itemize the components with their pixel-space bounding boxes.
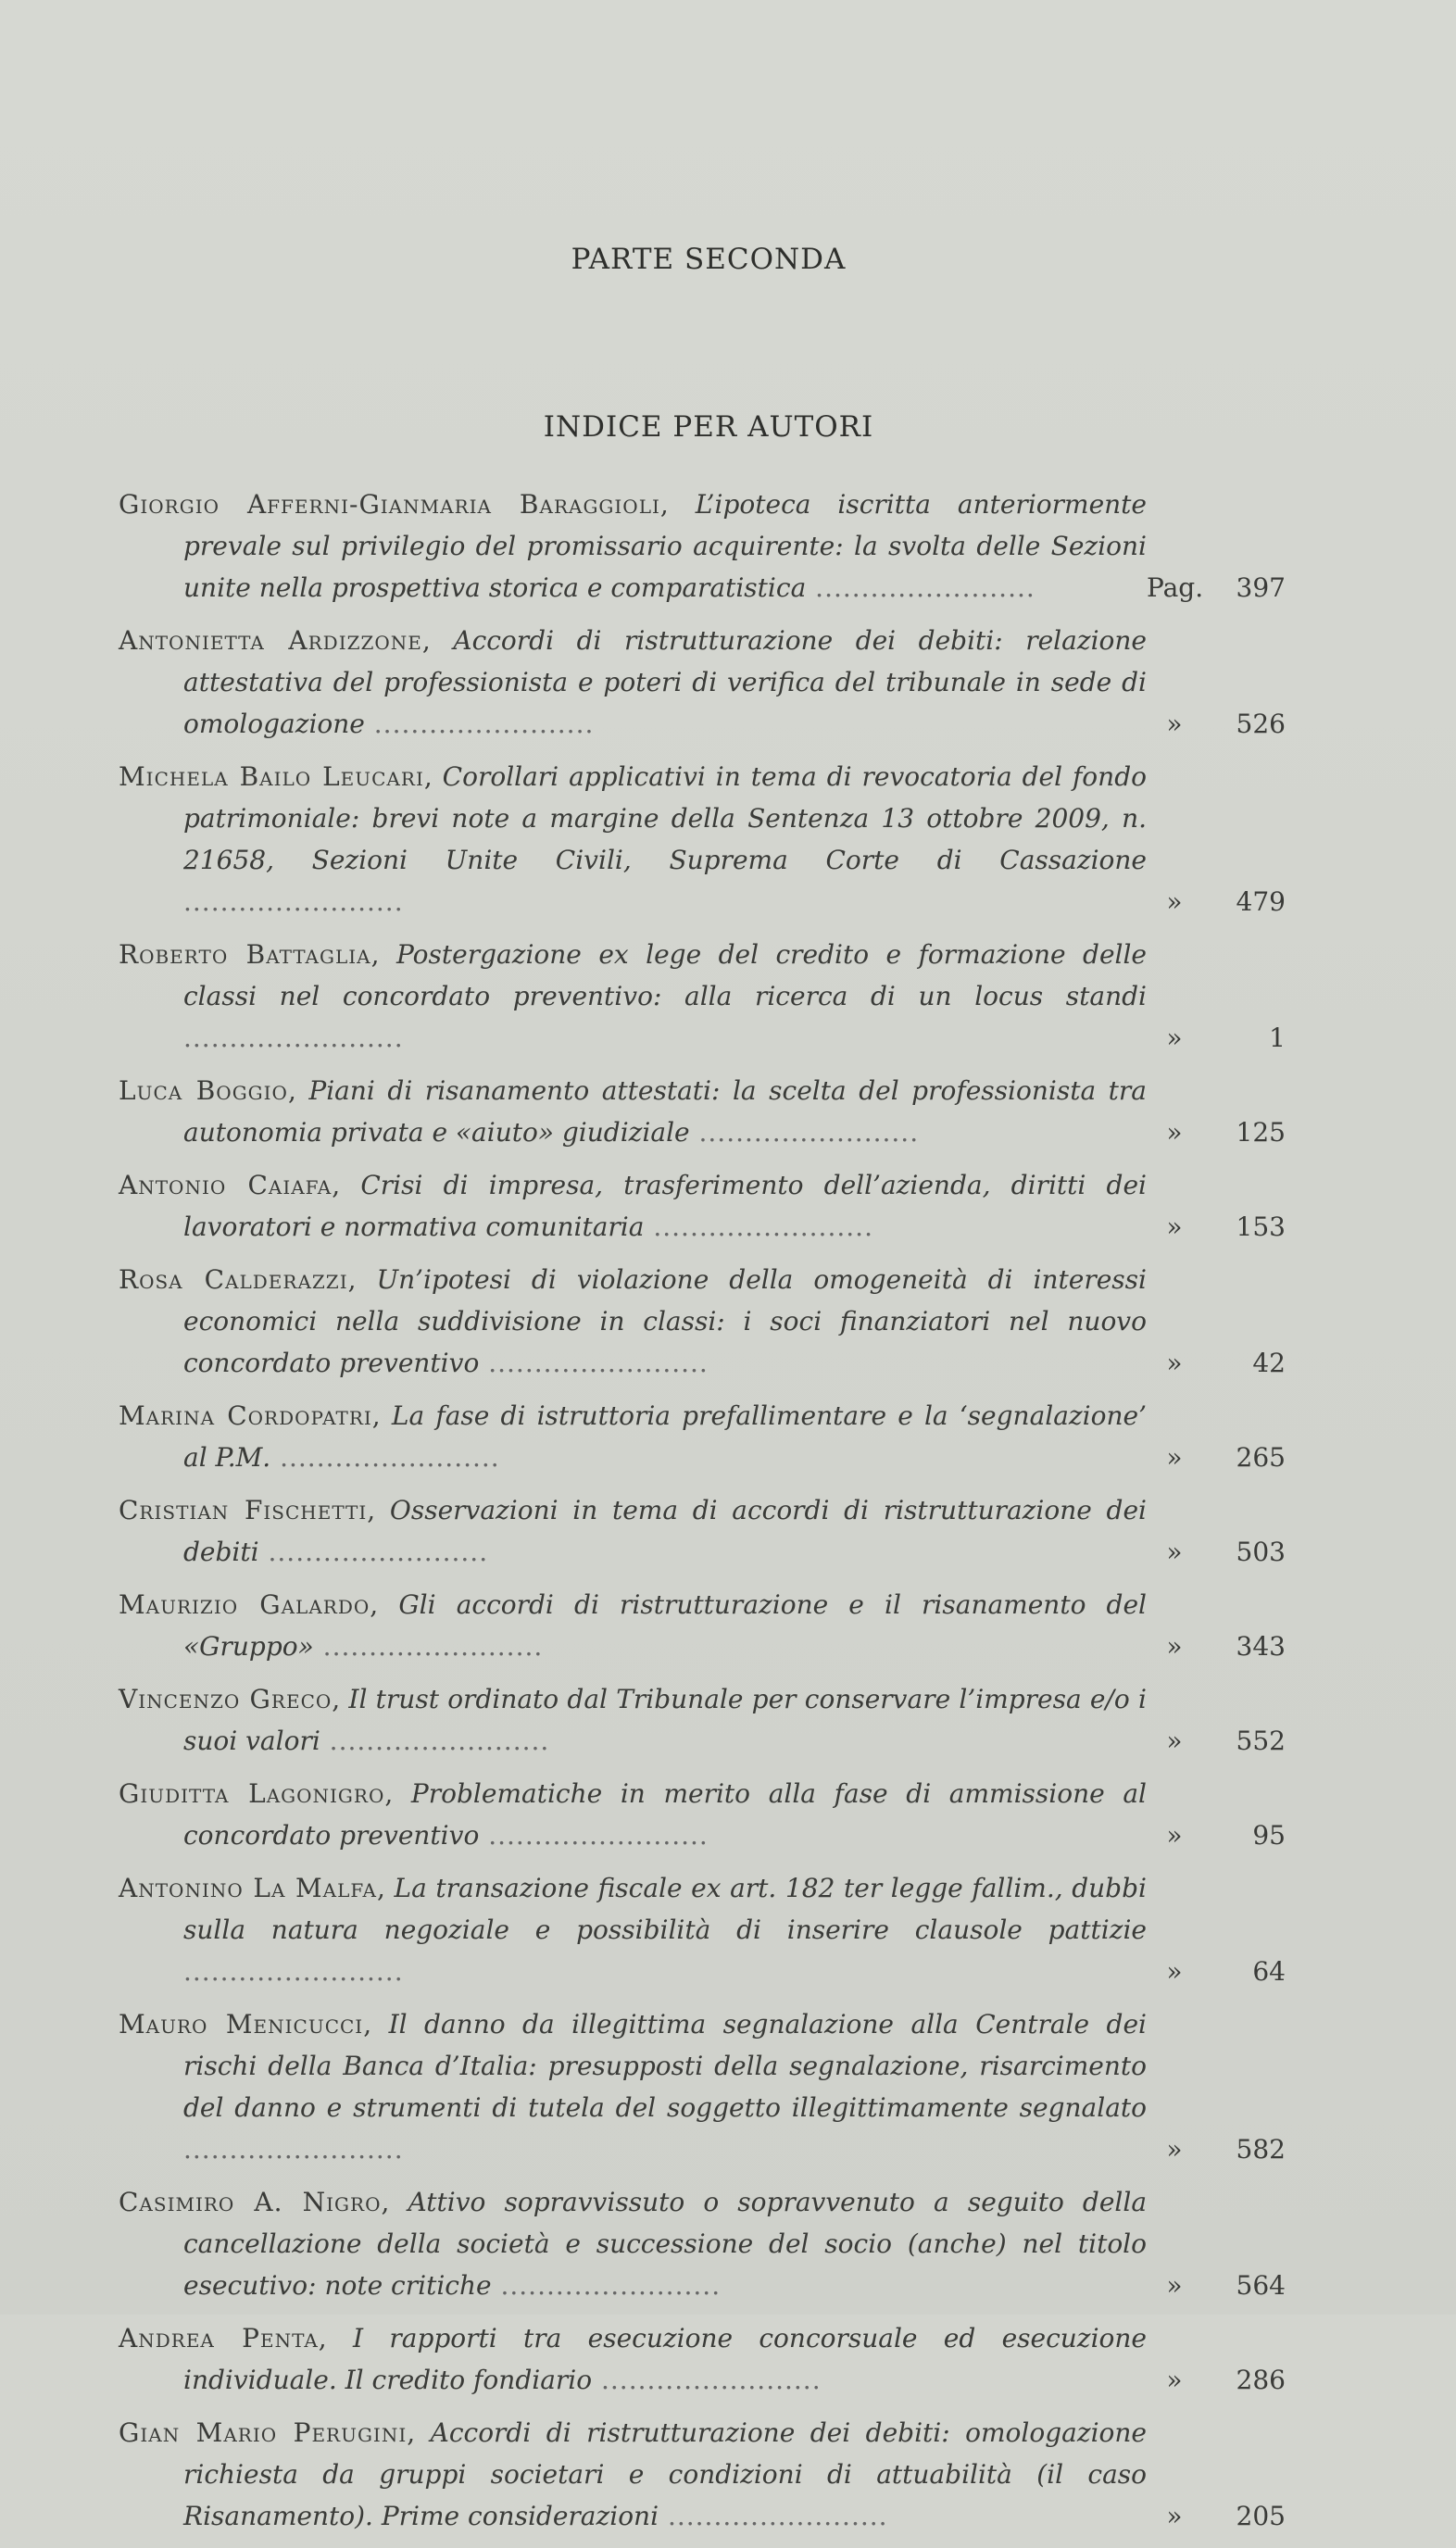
entry-marker: » — [1166, 1348, 1183, 1378]
dot-leader: ........................ — [644, 1211, 873, 1242]
index-entry — [119, 756, 1286, 923]
entry-text: Roberto Battaglia, Postergazione ex lege del credito e formazione delle classi nel concordato preventivo: alla ricerca di un locus standi ........................ — [119, 939, 1148, 1053]
entry-page-number: 205 — [1236, 2501, 1286, 2531]
entry-text: Mauro Menicucci, Il danno da illegittima segnalazione alla Centrale dei rischi della Banca d’Italia: presupposti della segnalazione, risarcimento del danno e strumenti di tutela del soggetto illegittimamente segnalato ........................ — [119, 2009, 1147, 2165]
dot-leader: ........................ — [479, 1348, 709, 1378]
entry-title: Problematiche in merito alla fase di ammissione al concordato preventivo — [183, 1778, 1148, 1851]
entry-title: Crisi di impresa, trasferimento dell’azienda, diritti dei lavoratori e normativa comunitaria — [183, 1170, 1147, 1242]
entry-page-number: 64 — [1252, 1956, 1286, 1987]
entry-text: Antonio Caiafa, Crisi di impresa, trasferimento dell’azienda, diritti dei lavoratori e normativa comunitaria ........................ — [119, 1170, 1147, 1242]
entry-author: Giuditta Lagonigro — [119, 1778, 385, 1809]
entry-title: Accordi di ristrutturazione dei debiti: relazione attestativa del professionista e poteri di verifica del tribunale in sede di omologazione — [183, 625, 1147, 739]
dot-leader: ........................ — [258, 1537, 489, 1567]
entry-author: Vincenzo Greco — [119, 1684, 333, 1714]
entry-text: Maurizio Galardo, Gli accordi di ristrutturazione e il risanamento del «Gruppo» ........................ — [119, 1589, 1148, 1662]
part-title: PARTE SECONDA — [571, 243, 847, 276]
entry-title: L’ipoteca iscritta anteriormente prevale sul privilegio del promissario acquirente: la svolta delle Sezioni unite nella prospettiva storica e comparatistica — [183, 489, 1147, 603]
index-entry — [119, 1395, 1286, 1478]
entry-page-number: 343 — [1236, 1631, 1286, 1662]
entry-marker: » — [1166, 1211, 1183, 1242]
entry-page-number: 526 — [1236, 709, 1286, 739]
entry-title: Attivo sopravvissuto o sopravvenuto a seguito della cancellazione della società e successione del socio (anche) nel titolo esecutivo: note critiche — [183, 2187, 1148, 2301]
entry-page-number: 397 — [1236, 572, 1286, 603]
entry-author: Casimiro A. Nigro — [119, 2187, 382, 2217]
entry-marker: » — [1166, 2134, 1183, 2165]
entry-author: Antonietta Ardizzone — [119, 625, 422, 656]
dot-leader: ........................ — [183, 1023, 404, 1053]
entry-text: Antonino La Malfa, La transazione fiscale ex art. 182 ter legge fallim., dubbi sulla natura negoziale e possibilità di inserire clausole pattizie ........................ — [119, 1873, 1147, 1987]
entry-text: Giorgio Afferni-Gianmaria Baraggioli, L’ipoteca iscritta anteriormente prevale sul privilegio del promissario acquirente: la svolta delle Sezioni unite nella prospettiva storica e comparatistica ........................ — [119, 489, 1147, 603]
entry-text: Marina Cordopatri, La fase di istruttoria prefallimentare e la ‘segnalazione’ al P.M. ........................ — [119, 1400, 1147, 1473]
entry-title: Accordi di ristrutturazione dei debiti: omologazione richiesta da gruppi societari e condizioni di attuabilità (il caso Risanamento). Prime considerazioni — [183, 2417, 1147, 2531]
entry-author: Antonino La Malfa — [119, 1873, 377, 1903]
entry-author: Luca Boggio — [119, 1075, 288, 1106]
entry-author: Michela Bailo Leucari — [119, 761, 424, 792]
dot-leader: ........................ — [806, 572, 1036, 603]
dot-leader: ........................ — [592, 2365, 822, 2395]
entry-page-number: 153 — [1236, 1211, 1286, 1242]
entry-page-number: 95 — [1252, 1820, 1286, 1851]
dot-leader: ........................ — [320, 1726, 550, 1756]
entry-marker: » — [1166, 1631, 1183, 1662]
entry-title: Postergazione ex lege del credito e formazione delle classi nel concordato preventivo: alla ricerca di un locus standi — [183, 939, 1148, 1011]
entry-page-number: 503 — [1236, 1537, 1286, 1567]
entry-author: Marina Cordopatri — [119, 1400, 372, 1431]
entry-title: Piani di risanamento attestati: la scelta del professionista tra autonomia privata e «aiuto» giudiziale — [183, 1075, 1147, 1148]
entry-page-number: 42 — [1252, 1348, 1286, 1378]
dot-leader: ........................ — [689, 1117, 920, 1148]
entry-author: Andrea Penta — [119, 2323, 319, 2353]
dot-leader: ........................ — [364, 709, 595, 739]
index-entry — [119, 620, 1286, 745]
index-entry — [119, 1584, 1286, 1667]
dot-leader: ........................ — [491, 2270, 722, 2301]
entry-text: Giuditta Lagonigro, Problematiche in merito alla fase di ammissione al concordato preventivo ........................ — [119, 1778, 1148, 1851]
entry-text: Antonietta Ardizzone, Accordi di ristrutturazione dei debiti: relazione attestativa del professionista e poteri di verifica del tribunale in sede di omologazione ........................ — [119, 625, 1147, 739]
index-entry — [119, 1678, 1286, 1762]
entry-title: Osservazioni in tema di accordi di ristrutturazione dei debiti — [183, 1495, 1147, 1567]
entry-text: Cristian Fischetti, Osservazioni in tema di accordi di ristrutturazione dei debiti ........................ — [119, 1495, 1147, 1567]
dot-leader: ........................ — [183, 1956, 404, 1987]
entry-title: Il trust ordinato dal Tribunale per conservare l’impresa e/o i suoi valori — [183, 1684, 1147, 1756]
entry-marker: » — [1166, 1117, 1183, 1148]
entry-author: Gian Mario Perugini — [119, 2417, 408, 2448]
entry-title: Il danno da illegittima segnalazione alla Centrale dei rischi della Banca d’Italia: presupposti della segnalazione, risarcimento del danno e strumenti di tutela del soggetto illegittimamente segnalato — [183, 2009, 1147, 2123]
index-entry — [119, 2003, 1286, 2170]
entry-text: Andrea Penta, I rapporti tra esecuzione concorsuale ed esecuzione individuale. Il credito fondiario ........................ — [119, 2323, 1147, 2395]
entry-page-number: 286 — [1236, 2365, 1286, 2395]
entry-marker: » — [1166, 2365, 1183, 2395]
index-entry — [119, 2317, 1286, 2401]
index-entry — [119, 2181, 1286, 2306]
entry-author: Mauro Menicucci — [119, 2009, 364, 2040]
index-entry — [119, 1259, 1286, 1384]
entry-page-number: 564 — [1236, 2270, 1286, 2301]
entry-text: Casimiro A. Nigro, Attivo sopravvissuto o sopravvenuto a seguito della cancellazione della società e successione del socio (anche) nel titolo esecutivo: note critiche ........................ — [119, 2187, 1148, 2301]
entry-author: Antonio Caiafa — [119, 1170, 333, 1200]
entry-title: Un’ipotesi di violazione della omogeneità di interessi economici nella suddivisione in classi: i soci finanziatori nel nuovo concordato preventivo — [183, 1264, 1147, 1378]
entry-title: La transazione fiscale ex art. 182 ter legge fallim., dubbi sulla natura negoziale e possibilità di inserire clausole pattizie — [183, 1873, 1147, 1945]
entry-marker: » — [1166, 886, 1183, 917]
dot-leader: ........................ — [479, 1820, 709, 1851]
entry-page-number: 1 — [1269, 1023, 1286, 1053]
entry-author: Maurizio Galardo — [119, 1589, 370, 1620]
index-entry — [119, 2412, 1286, 2537]
entry-page-number: 125 — [1236, 1117, 1286, 1148]
entry-text: Vincenzo Greco, Il trust ordinato dal Tribunale per conservare l’impresa e/o i suoi valori ........................ — [119, 1684, 1147, 1756]
dot-leader: ........................ — [659, 2501, 888, 2531]
entry-marker: Pag. — [1147, 572, 1204, 603]
dot-leader: ........................ — [270, 1442, 500, 1473]
entry-title: Gli accordi di ristrutturazione e il risanamento del «Gruppo» — [183, 1589, 1148, 1662]
entry-text: Luca Boggio, Piani di risanamento attestati: la scelta del professionista tra autonomia privata e «aiuto» giudiziale ........................ — [119, 1075, 1147, 1148]
entry-page-number: 265 — [1236, 1442, 1286, 1473]
entry-page-number: 582 — [1236, 2134, 1286, 2165]
index-entry — [119, 1773, 1286, 1856]
entry-author: Rosa Calderazzi — [119, 1264, 348, 1295]
entry-title: Corollari applicativi in tema di revocatoria del fondo patrimoniale: brevi note a margine della Sentenza 13 ottobre 2009, n. 21658, Sezioni Unite Civili, Suprema Corte di Cassazione — [183, 761, 1147, 875]
entry-marker: » — [1166, 2501, 1183, 2531]
index-entry — [119, 934, 1286, 1059]
entry-marker: » — [1166, 1820, 1183, 1851]
entry-page-number: 479 — [1236, 886, 1286, 917]
entry-title: La fase di istruttoria prefallimentare e la ‘segnalazione’ al P.M. — [183, 1400, 1147, 1473]
entry-marker: » — [1166, 1023, 1183, 1053]
entry-title: I rapporti tra esecuzione concorsuale ed esecuzione individuale. Il credito fondiario — [183, 2323, 1147, 2395]
dot-leader: ........................ — [183, 2134, 404, 2165]
entry-text: Michela Bailo Leucari, Corollari applicativi in tema di revocatoria del fondo patrimoniale: brevi note a margine della Sentenza 13 ottobre 2009, n. 21658, Sezioni Unite Civili, Suprema Corte di Cassazione ........................ — [119, 761, 1147, 917]
author-index-list — [119, 483, 1286, 2548]
entry-author: Roberto Battaglia — [119, 939, 371, 970]
index-entry — [119, 1489, 1286, 1573]
dot-leader: ........................ — [183, 886, 404, 917]
entry-author: Cristian Fischetti — [119, 1495, 368, 1525]
entry-text: Gian Mario Perugini, Accordi di ristrutturazione dei debiti: omologazione richiesta da gruppi societari e condizioni di attuabilità (il caso Risanamento). Prime considerazioni ........................ — [119, 2417, 1147, 2531]
index-title: INDICE PER AUTORI — [543, 410, 874, 444]
index-entry — [119, 1164, 1286, 1248]
entry-marker: » — [1166, 1726, 1183, 1756]
entry-page-number: 552 — [1236, 1726, 1286, 1756]
entry-text: Rosa Calderazzi, Un’ipotesi di violazione della omogeneità di interessi economici nella suddivisione in classi: i soci finanziatori nel nuovo concordato preventivo ........................ — [119, 1264, 1147, 1378]
entry-marker: » — [1166, 1442, 1183, 1473]
entry-author: Giorgio Afferni-Gianmaria Baraggioli — [119, 489, 660, 520]
entry-marker: » — [1166, 1956, 1183, 1987]
index-entry — [119, 483, 1286, 609]
index-entry — [119, 1070, 1286, 1153]
entry-marker: » — [1166, 1537, 1183, 1567]
entry-marker: » — [1166, 2270, 1183, 2301]
index-entry — [119, 1867, 1286, 1992]
dot-leader: ........................ — [313, 1631, 544, 1662]
entry-marker: » — [1166, 709, 1183, 739]
